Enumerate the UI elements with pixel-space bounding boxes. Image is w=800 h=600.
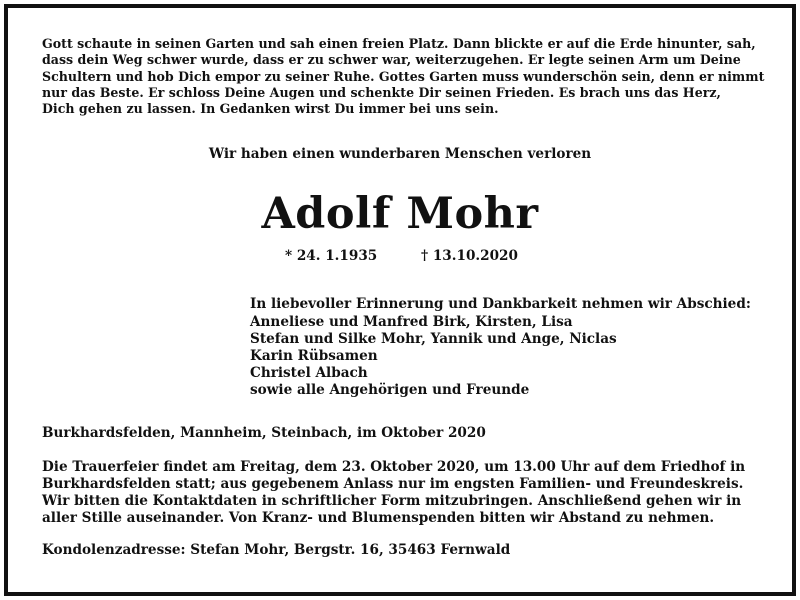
mourners-intro: In liebevoller Erinnerung und Dankbarkeit nehmen wir Abschied: — [250, 296, 751, 312]
poem-line: dass dein Weg schwer wurde, dass er zu schwer war, weiterzugehen. Er legte seinen Arm um Deine — [42, 52, 741, 68]
ceremony-line: Wir bitten die Kontaktdaten in schriftlicher Form mitzubringen. Anschließend gehen wir in — [42, 493, 742, 509]
ceremony-info — [42, 459, 767, 527]
ceremony-line: Burkhardsfelden statt; aus gegebenem Anlass nur im engsten Familien- und Freundeskreis. — [42, 476, 744, 492]
birth-date: * 24. 1.1935 — [285, 248, 378, 264]
poem-line: Dich gehen zu lassen. In Gedanken wirst Du immer bei uns sein. — [42, 101, 499, 117]
deceased-name: Adolf Mohr — [261, 189, 539, 239]
poem-line: Gott schaute in seinen Garten und sah einen freien Platz. Dann blickte er auf die Erde hinunter, sah, — [42, 36, 756, 51]
mourners-block — [250, 296, 751, 399]
poem-line: Schultern und hob Dich empor zu seiner Ruhe. Gottes Garten muss wunderschön sein, denn er nimmt — [42, 68, 765, 84]
mourner-name: Anneliese und Manfred Birk, Kirsten, Lisa — [250, 314, 573, 330]
mourner-name: Karin Rübsamen — [250, 348, 378, 364]
death-date: † 13.10.2020 — [421, 248, 518, 264]
lead-line: Wir haben einen wunderbaren Menschen verloren — [208, 146, 592, 162]
mourner-name: sowie alle Angehörigen und Freunde — [250, 382, 530, 398]
ceremony-line: Die Trauerfeier findet am Freitag, dem 23. Oktober 2020, um 13.00 Uhr auf dem Friedhof in — [42, 459, 746, 475]
place-date: Burkhardsfelden, Mannheim, Steinbach, im Oktober 2020 — [42, 425, 486, 441]
ceremony-line: aller Stille auseinander. Von Kranz- und Blumenspenden bitten wir Abstand zu nehmen. — [42, 510, 715, 526]
poem-line: nur das Beste. Er schloss Deine Augen und schenkte Dir seinen Frieden. Es brach uns das Herz, — [42, 84, 721, 100]
mourner-name: Stefan und Silke Mohr, Yannik und Ange, Niclas — [250, 331, 617, 347]
poem-text — [42, 36, 767, 117]
mourner-name: Christel Albach — [250, 365, 368, 381]
condolence-address: Kondolenzadresse: Stefan Mohr, Bergstr. 16, 35463 Fernwald — [42, 542, 511, 558]
